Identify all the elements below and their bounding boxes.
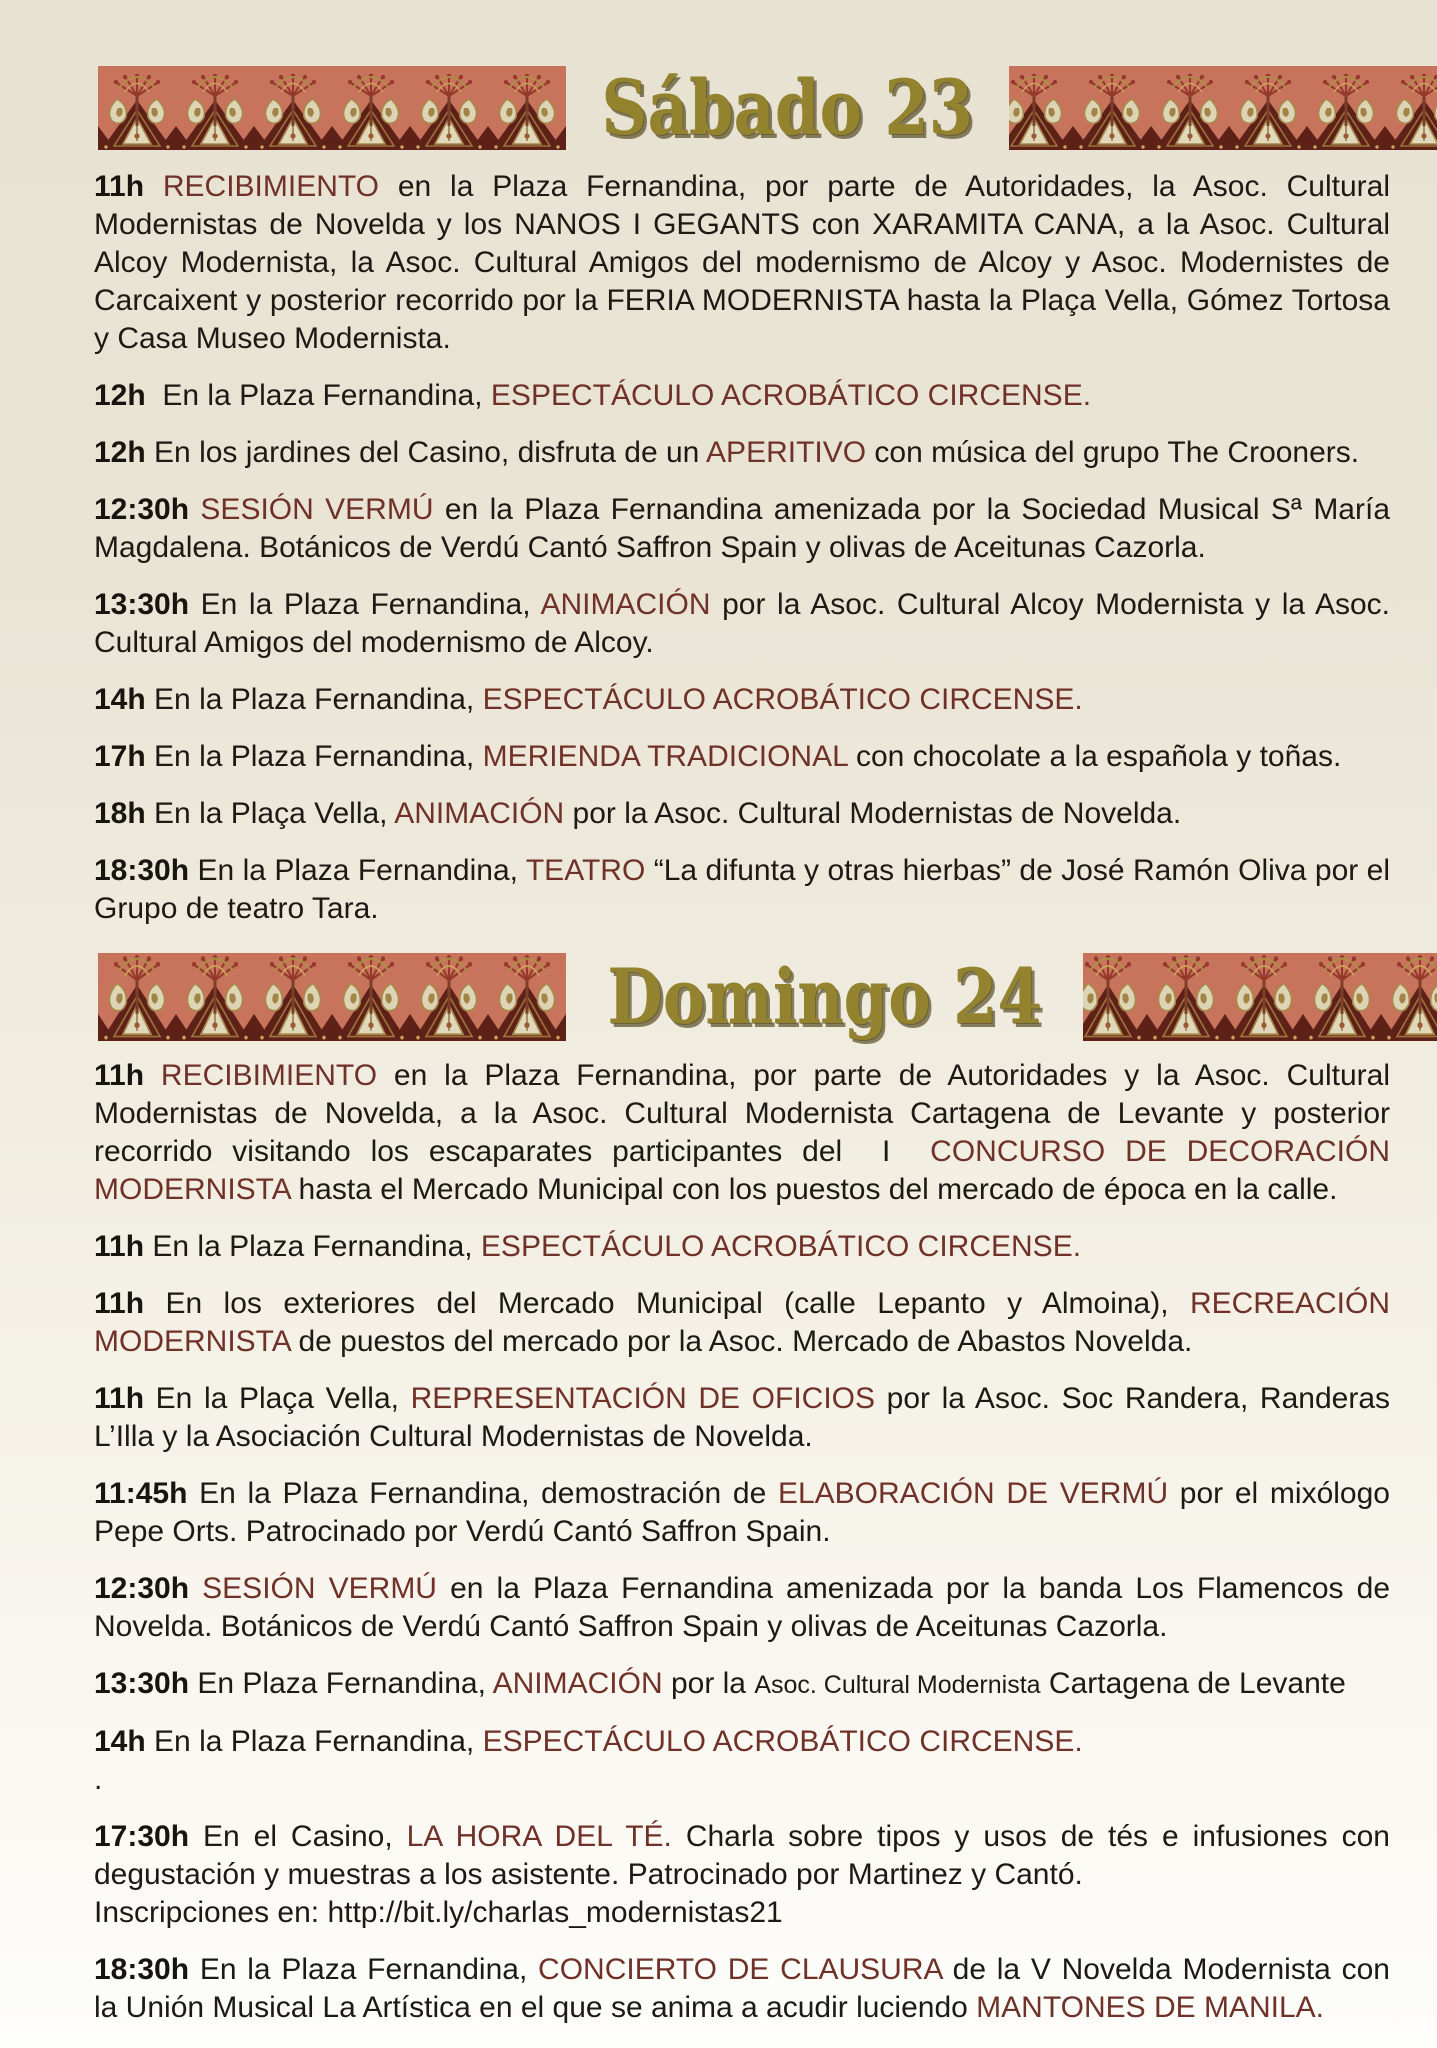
event-text: Inscripciones en: http://bit.ly/charlas_modernistas21 bbox=[94, 1896, 783, 1929]
saturday-title-box bbox=[566, 63, 1009, 152]
art-nouveau-border-right-icon bbox=[1009, 66, 1437, 150]
event-text: En la Plaza Fernandina, bbox=[189, 1953, 539, 1986]
event-paragraph bbox=[94, 377, 1390, 415]
event-paragraph bbox=[94, 1285, 1390, 1361]
event-text: En la Plaça Vella, bbox=[144, 1382, 411, 1415]
event-text: con chocolate a la española y toñas. bbox=[847, 740, 1342, 773]
event-paragraph bbox=[94, 795, 1390, 833]
event-text: En la Plaza Fernandina, demostración de bbox=[187, 1477, 778, 1510]
event-paragraph bbox=[94, 1475, 1390, 1551]
event-text: En la Plaza Fernandina, bbox=[145, 740, 483, 773]
event-paragraph bbox=[94, 681, 1390, 719]
event-paragraph bbox=[94, 168, 1390, 358]
event-text: con música del grupo The Crooners. bbox=[866, 436, 1360, 469]
event-paragraph bbox=[94, 738, 1390, 776]
event-highlight: ANIMACIÓN bbox=[540, 588, 711, 621]
event-text: en la Plaza Fernandina amenizada por la banda Los Flamencos de Novelda. Botánicos de Verdú Cantó Saffron Spain y olivas de Aceitunas Cazorla. bbox=[94, 1572, 1391, 1643]
art-nouveau-border-left-icon bbox=[98, 953, 566, 1041]
sunday-title-box bbox=[566, 952, 1083, 1041]
event-text: En la Plaza Fernandina, bbox=[145, 1725, 483, 1758]
saturday-title: Sábado 23 bbox=[601, 63, 974, 152]
event-text: En la Plaza Fernandina, bbox=[145, 379, 491, 412]
event-highlight: ANIMACIÓN bbox=[492, 1667, 663, 1700]
event-text: En el Casino, bbox=[189, 1820, 407, 1853]
event-paragraph bbox=[94, 1228, 1390, 1266]
event-highlight: RECREACIÓN MODERNISTA bbox=[94, 1287, 1390, 1358]
event-paragraph bbox=[94, 1570, 1390, 1646]
event-paragraph bbox=[94, 1057, 1390, 1209]
event-highlight: APERITIVO bbox=[706, 436, 867, 469]
sunday-header bbox=[98, 947, 1390, 1041]
event-text: Cartagena de Levante bbox=[1040, 1667, 1346, 1700]
event-highlight: ESPECTÁCULO ACROBÁTICO CIRCENSE. bbox=[482, 1725, 1083, 1758]
event-text: En la Plaza Fernandina, bbox=[144, 1230, 481, 1263]
event-highlight: ESPECTÁCULO ACROBÁTICO CIRCENSE. bbox=[490, 379, 1092, 412]
event-text: En la Plaza Fernandina, bbox=[189, 854, 526, 887]
event-text: por la bbox=[662, 1667, 755, 1700]
event-time: 11h bbox=[94, 1059, 145, 1092]
event-paragraph bbox=[94, 586, 1390, 662]
event-time: 13:30h bbox=[94, 1667, 190, 1700]
event-highlight: REPRESENTACIÓN DE OFICIOS bbox=[410, 1382, 876, 1415]
event-text: por el mixólogo Pepe Orts. Patrocinado por Verdú Cantó Saffron Spain. bbox=[94, 1477, 1390, 1548]
event-time: 11h bbox=[94, 170, 145, 203]
art-nouveau-border-left-icon bbox=[98, 66, 566, 150]
event-text: En la Plaza Fernandina, bbox=[145, 683, 483, 716]
event-paragraph bbox=[94, 1380, 1390, 1456]
event-paragraph bbox=[94, 491, 1390, 567]
event-highlight: SESIÓN VERMÚ bbox=[189, 493, 434, 526]
event-time: 12h bbox=[94, 436, 146, 469]
event-text: “La difunta y otras hierbas” de José Ramón Oliva por el Grupo de teatro Tara. bbox=[94, 854, 1391, 925]
event-text: en la Plaza Fernandina, por parte de Autoridades y la Asoc. Cultural Modernistas de Novelda, a la Asoc. Cultural Modernista Cartagena de Levante y posterior recorrido visitando los escaparates participantes del I bbox=[94, 1059, 1390, 1168]
event-time: 18:30h bbox=[94, 1953, 190, 1986]
event-highlight: SESIÓN VERMÚ bbox=[189, 1572, 437, 1605]
event-time: 18:30h bbox=[94, 854, 190, 887]
event-time: 12:30h bbox=[94, 1572, 190, 1605]
event-highlight: RECIBIMIENTO bbox=[144, 170, 380, 203]
event-time: 11h bbox=[94, 1230, 145, 1263]
event-time: 17:30h bbox=[94, 1820, 190, 1853]
event-text: En los jardines del Casino, disfruta de un bbox=[145, 436, 707, 469]
event-text: En los exteriores del Mercado Municipal (calle Lepanto y Almoina), bbox=[144, 1287, 1190, 1320]
event-highlight: LA HORA DEL TÉ. bbox=[406, 1820, 672, 1853]
event-paragraph bbox=[94, 1665, 1390, 1704]
event-time: 17h bbox=[94, 740, 146, 773]
sunday-events bbox=[94, 1057, 1390, 2027]
event-highlight: ESPECTÁCULO ACROBÁTICO CIRCENSE. bbox=[480, 1230, 1082, 1263]
event-text: En la Plaça Vella, bbox=[145, 797, 395, 830]
event-text: En la Plaza Fernandina, bbox=[189, 588, 541, 621]
event-paragraph bbox=[94, 852, 1390, 928]
event-text-small: Asoc. Cultural Modernista bbox=[754, 1671, 1041, 1699]
event-text: por la Asoc. Cultural Alcoy Modernista y la Asoc. Cultural Amigos del modernismo de Alcoy. bbox=[94, 588, 1390, 659]
event-time: 18h bbox=[94, 797, 146, 830]
event-text: . bbox=[94, 1763, 103, 1796]
event-time: 11h bbox=[94, 1382, 145, 1415]
sunday-title: Domingo 24 bbox=[607, 952, 1042, 1041]
event-text: hasta el Mercado Municipal con los puestos del mercado de época en la calle. bbox=[290, 1173, 1338, 1206]
event-time: 11:45h bbox=[94, 1477, 188, 1510]
event-text: por la Asoc. Cultural Modernistas de Novelda. bbox=[564, 797, 1182, 830]
event-text: en la Plaza Fernandina amenizada por la Sociedad Musical Sª María Magdalena. Botánicos de Verdú Cantó Saffron Spain y olivas de Aceitunas Cazorla. bbox=[94, 493, 1390, 564]
event-text: por la Asoc. Soc Randera, Randeras L’Illa y la Asociación Cultural Modernistas de Novelda. bbox=[94, 1382, 1391, 1453]
event-highlight: MANTONES DE MANILA. bbox=[976, 1991, 1325, 2024]
event-paragraph bbox=[94, 1951, 1390, 2027]
event-highlight: MERIENDA TRADICIONAL bbox=[482, 740, 848, 773]
event-time: 12:30h bbox=[94, 493, 190, 526]
event-highlight: CONCIERTO DE CLAUSURA bbox=[538, 1953, 942, 1986]
event-highlight: CONCURSO DE DECORACIÓN MODERNISTA bbox=[94, 1135, 1390, 1206]
event-highlight: ANIMACIÓN bbox=[394, 797, 565, 830]
event-paragraph bbox=[94, 1723, 1390, 1799]
event-text: en la Plaza Fernandina, por parte de Autoridades, la Asoc. Cultural Modernistas de Novelda y los NANOS I GEGANTS con XARAMITA CANA, a la Asoc. Cultural Alcoy Modernista, la Asoc. Cultural Amigos del modernismo de Alcoy y Asoc. Modernistes de Carcaixent y posterior recorrido por la FERIA MODERNISTA hasta la Plaça Vella, Gómez Tortosa y Casa Museo Modernista. bbox=[94, 170, 1390, 355]
event-text: Charla sobre tipos y usos de tés e infusiones con degustación y muestras a los asistente. Patrocinado por Martinez y Cantó. bbox=[94, 1820, 1390, 1891]
event-highlight: RECIBIMIENTO bbox=[144, 1059, 378, 1092]
event-text: de la V Novelda Modernista con la Unión Musical La Artística en el que se anima a acudir luciendo bbox=[94, 1953, 1390, 2024]
event-time: 14h bbox=[94, 1725, 146, 1758]
event-paragraph bbox=[94, 1818, 1390, 1932]
event-time: 11h bbox=[94, 1287, 145, 1320]
event-highlight: TEATRO bbox=[525, 854, 646, 887]
event-highlight: ELABORACIÓN DE VERMÚ bbox=[777, 1477, 1169, 1510]
event-text: En Plaza Fernandina, bbox=[189, 1667, 493, 1700]
event-time: 14h bbox=[94, 683, 146, 716]
art-nouveau-border-right-icon bbox=[1083, 953, 1437, 1041]
saturday-events bbox=[94, 168, 1390, 928]
event-text: de puestos del mercado por la Asoc. Mercado de Abastos Novelda. bbox=[290, 1325, 1193, 1358]
event-time: 12h bbox=[94, 379, 146, 412]
saturday-header bbox=[98, 0, 1390, 150]
event-time: 13:30h bbox=[94, 588, 190, 621]
event-paragraph bbox=[94, 434, 1390, 472]
event-highlight: ESPECTÁCULO ACROBÁTICO CIRCENSE. bbox=[482, 683, 1083, 716]
